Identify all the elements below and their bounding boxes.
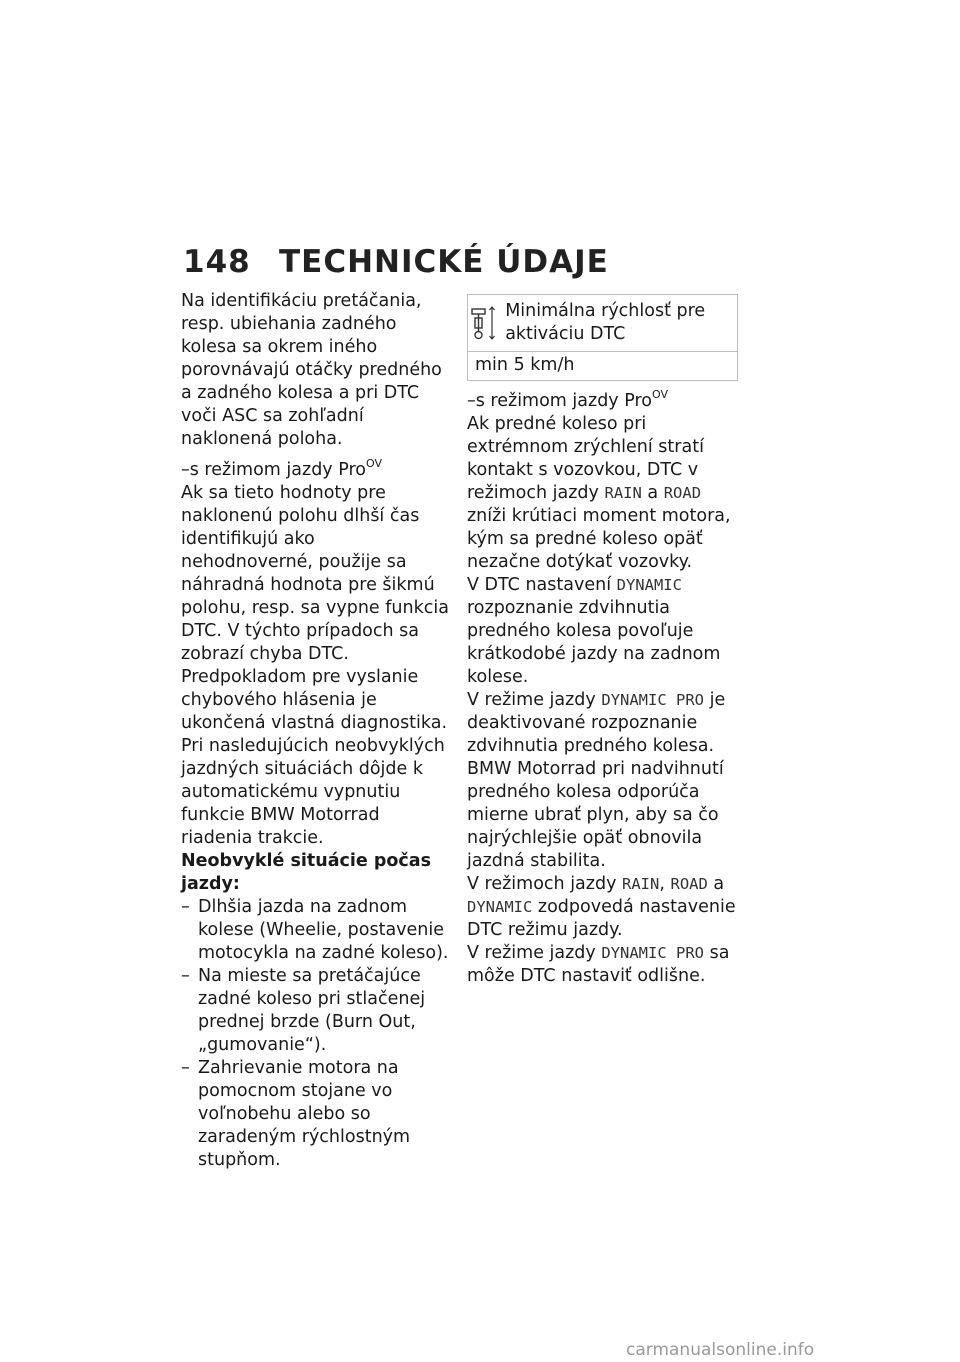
paragraph-identification: Na identifikáciu pretáčania, resp. ubiehania zadného kolesa sa okrem iného porovnávajú otáčky predného a zadného kolesa a pri DTC voči ASC sa zohľadní naklonená poloha. [181,291,442,449]
mode-dynamic-pro: DYNAMIC PRO [601,944,705,962]
spec-header-row [468,295,737,352]
pro-mode-note [467,390,737,413]
list-item: – Na mieste sa pretáčajúce zadné koleso pri stlačenej prednej brzde (Burn Out, „gumovanie“). [181,965,449,1057]
pro-mode-note [181,459,449,482]
section-heading: Neobvyklé situácie počas jazdy: [181,851,432,894]
paragraph-dynamic-pro: V režime jazdy DYNAMIC PRO je deaktivované rozpoznanie zdvihnutia predného kolesa. BMW Motorrad pri nadvihnutí predného kolesa odporúča mierne ubrať plyn, aby sa čo najrýchlejšie opäť obnovila jazdná stabilita. [467,690,726,871]
paragraph-modes-correspond: V režimoch jazdy RAIN, ROAD a DYNAMIC zodpovedá nastavenie DTC režimu jazdy. [467,874,736,940]
list-item: – Zahrievanie motora na pomocnom stojane vo voľnobehu alebo so zaradeným rýchlostným stupňom. [181,1057,449,1172]
mode-dynamic: DYNAMIC [616,576,682,594]
mode-road: ROAD [670,875,708,893]
list-item: – Dlhšia jazda na zadnom kolese (Wheelie, postavenie motocykla na zadné koleso). [181,896,449,965]
mode-rain: RAIN [604,484,642,502]
motorcycle-spec-icon [468,295,499,351]
ov-superscript: OV [365,457,382,470]
chapter-title: TECHNICKÉ ÚDAJE [279,244,609,280]
paragraph-rain-road: Ak predné koleso pri extrémnom zrýchlení stratí kontakt s vozovkou, DTC v režimoch jazdy RAIN a ROAD zníži krútiaci moment motora, kým sa predné koleso opäť nezačne dotýkať vozovky. [467,414,731,572]
right-column [467,390,737,988]
paragraph-auto-off: Pri nasledujúcich neobvyklých jazdných situáciách dôjde k automatickému vypnutiu funkcie BMW Motorrad riadenia trakcie. [181,736,445,848]
page-number: 148 [183,244,251,280]
situations-list [181,896,449,1172]
paragraph-implausible: Ak sa tieto hodnoty pre naklonenú polohu dlhší čas identifikujú ako nehodnoverné, použije sa náhradná hodnota pre šikmú polohu, resp. sa vypne funkcia DTC. V týchto prípadoch sa zobrazí chyba DTC. Predpokladom pre vyslanie chybového hlásenia je ukončená vlastná diagnostika. [181,483,449,733]
page-header [183,244,609,280]
paragraph-dynamic-pro-differ: V režime jazdy DYNAMIC PRO sa môže DTC nastaviť odlišne. [467,943,730,986]
spec-label: Minimálna rýchlosť pre aktiváciu DTC [505,301,706,344]
mode-road: ROAD [663,484,702,502]
mode-dynamic: DYNAMIC [467,898,533,916]
spec-value: min 5 km/h [475,355,575,375]
ov-superscript: OV [651,388,668,401]
mode-dynamic-pro: DYNAMIC PRO [601,691,705,709]
watermark-logo: carmanualsonline.info [626,1340,815,1360]
left-column [181,290,449,1172]
pro-mode-prefix: –s režimom jazdy Pro [181,460,366,480]
mode-rain: RAIN [622,875,660,893]
paragraph-dynamic: V DTC nastavení DYNAMIC rozpoznanie zdvihnutia predného kolesa povoľuje krátkodobé jazdy na zadnom kolese. [467,575,721,687]
pro-mode-prefix: –s režimom jazdy Pro [467,391,652,411]
spec-table [467,294,738,381]
